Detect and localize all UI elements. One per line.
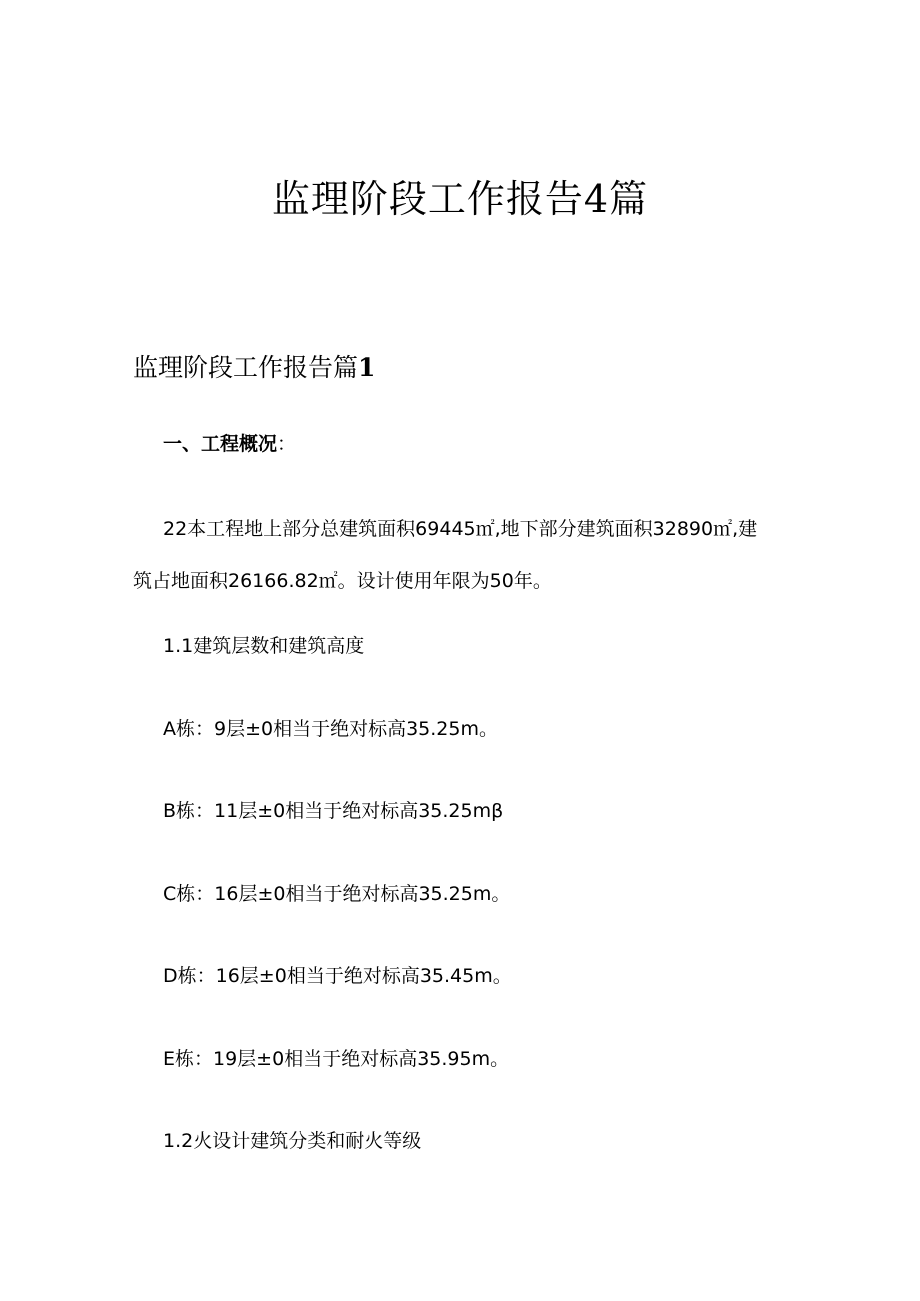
section-title	[133, 350, 375, 386]
building-line-e: E栋：19层±0相当于绝对标高35.95m。	[163, 1048, 510, 1070]
building-line-b: B栋：11层±0相当于绝对标高35.25mβ	[163, 800, 504, 822]
overview-line-2: 筑占地面积26166.82㎡。设计使用年限为50年。	[133, 570, 552, 592]
overview-heading	[163, 430, 296, 458]
subsection-1-2: 1.2火设计建筑分类和耐火等级	[163, 1130, 422, 1152]
section-title-text: 监理阶段工作报告篇	[133, 353, 359, 382]
overview-paragraph	[133, 503, 793, 607]
building-line-a: A栋：9层±0相当于绝对标高35.25m。	[163, 718, 498, 740]
building-line-c: C栋：16层±0相当于绝对标高35.25m。	[163, 883, 511, 905]
section-number: 1	[358, 353, 376, 382]
overview-line-1: 22本工程地上部分总建筑面积69445㎡,地下部分建筑面积32890㎡,建	[163, 518, 758, 540]
subsection-1-1: 1.1建筑层数和建筑高度	[163, 635, 365, 657]
building-line-d: D栋：16层±0相当于绝对标高35.45m。	[163, 965, 512, 987]
document-title: 监理阶段工作报告4篇	[271, 177, 649, 221]
overview-heading-text: 一、工程概况	[163, 433, 278, 455]
heading-colon: ：	[277, 433, 297, 455]
